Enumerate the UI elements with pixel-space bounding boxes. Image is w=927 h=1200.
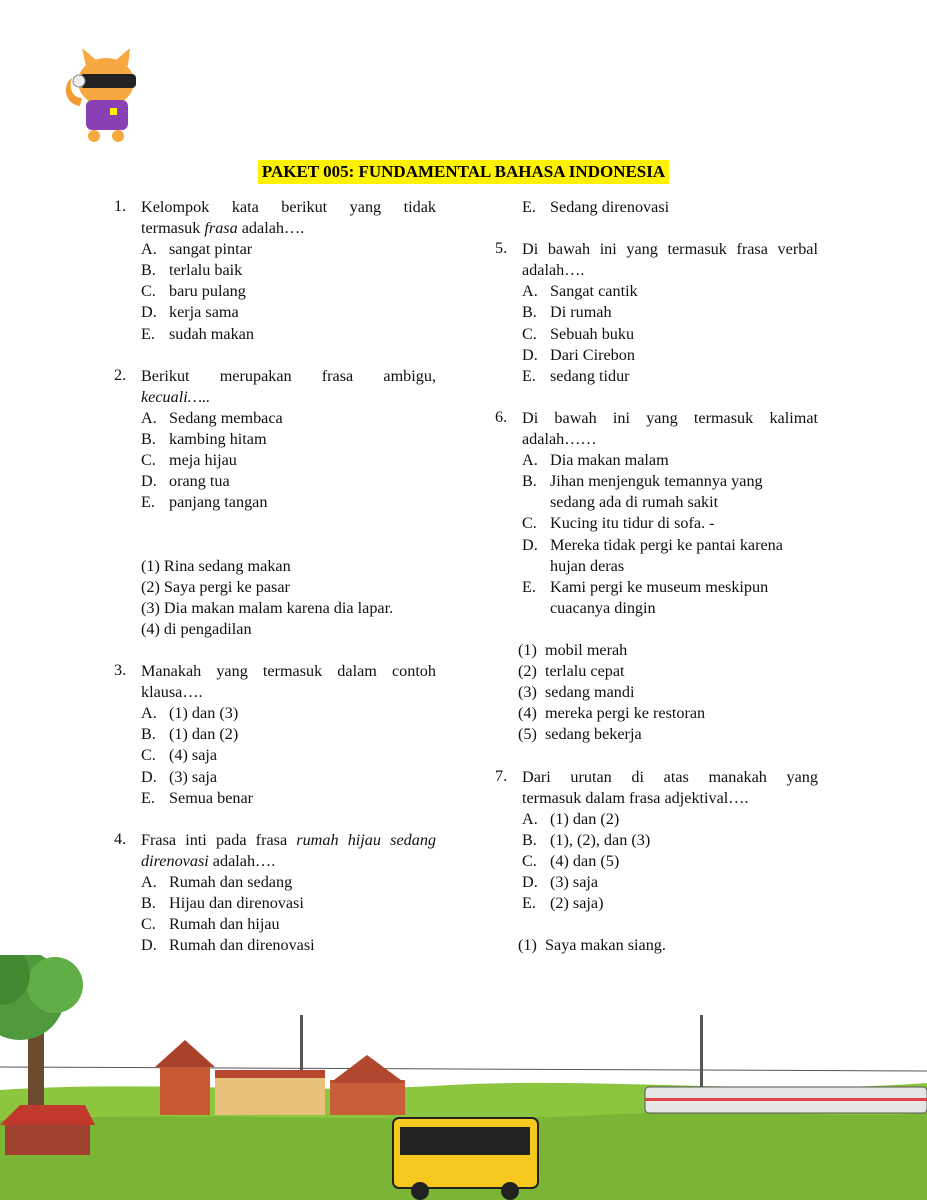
question-text-line: termasuk dalam frasa adjektival…. [522,788,749,807]
list-item: (4) di pengadilan [141,619,252,638]
option-c: C. Kucing itu tidur di sofa. - [522,514,715,533]
list-item: (1) Rina sedang makan [141,556,291,575]
question-number: 7. [495,766,508,785]
option-a: A. sangat pintar [141,240,253,259]
option-e: E. sedang tidur [522,366,630,385]
question-text-line: Manakah yang termasuk dalam contoh [141,662,436,681]
option-a: A. Sangat cantik [522,282,638,301]
question-2 [114,366,436,408]
option-e-continued: cuacanya dingin [550,598,656,617]
question-text-line: Kelompok kata berikut yang tidak [141,198,436,216]
question-4 [114,830,436,872]
question-7 [495,767,818,809]
option-a: A. (1) dan (3) [141,704,239,723]
option-d: D. orang tua [141,472,230,491]
list-item: (4) mereka pergi ke restoran [518,704,706,723]
list-item: (5) sedang bekerja [518,725,642,744]
list-item: (3) sedang mandi [518,683,635,702]
page-title: PAKET 005: FUNDAMENTAL BAHASA INDONESIA [258,160,669,184]
question-text-line: klausa…. [141,683,203,702]
option-b-continued: sedang ada di rumah sakit [550,493,719,512]
question-5 [495,239,818,281]
option-b: B. Hijau dan direnovasi [141,894,304,913]
option-c: C. (4) dan (5) [522,851,620,870]
option-b: B. kambing hitam [141,430,267,449]
option-c: C. (4) saja [141,746,218,765]
option-a: A. Rumah dan sedang [141,873,293,891]
option-e: E. sudah makan [141,324,254,343]
option-b: B. terlalu baik [141,261,243,280]
option-c: C. baru pulang [141,282,246,301]
question-number: 1. [114,197,127,215]
option-e: E. Sedang direnovasi [522,198,670,216]
left-column [114,197,436,956]
question-number: 3. [114,661,127,680]
option-c: C. Sebuah buku [522,324,635,343]
question-text-line: Di bawah ini yang termasuk frasa verbal [522,240,818,259]
question-text-line: Berikut merupakan frasa ambigu, [141,366,436,385]
option-a: A. Dia makan malam [522,451,669,470]
option-d: D. Mereka tidak pergi ke pantai karena [522,535,783,554]
question-number: 6. [495,407,508,426]
question-number: 2. [114,365,127,384]
option-d: D. (3) saja [522,873,599,891]
question-number: 5. [495,239,508,258]
option-d: D. (3) saja [141,767,218,786]
option-d: D. kerja sama [141,303,239,322]
question-3 [114,661,436,703]
question-text-line: adalah…… [522,430,597,449]
question-text-line: Di bawah ini yang termasuk kalimat [522,408,818,427]
question-text-line: kecuali….. [141,387,211,406]
question-text-line: Dari urutan di atas manakah yang [522,767,818,786]
option-c: C. meja hijau [141,451,237,470]
option-b: B. (1), (2), dan (3) [522,830,651,849]
right-column [495,197,818,956]
option-a: A. (1) dan (2) [522,809,620,828]
option-b: B. (1) dan (2) [141,725,239,744]
cat-mascot-logo [58,44,148,144]
option-d-continued: hujan deras [550,556,625,575]
option-e: E. (2) saja) [522,894,604,913]
list-item: (1) mobil merah [518,640,628,659]
option-d: D. Dari Cirebon [522,345,635,364]
option-e: E. Kami pergi ke museum meskipun [522,577,769,596]
option-b: B. Di rumah [522,303,612,322]
option-b: B. Jihan menjenguk temannya yang [522,472,763,491]
list-item: (1) Saya makan siang. [518,936,666,955]
city-illustration [0,955,927,1200]
question-text-line: direnovasi adalah…. [141,851,276,870]
list-item: (2) terlalu cepat [518,662,625,681]
option-a: A. Sedang membaca [141,408,283,427]
question-text-line: Frasa inti pada frasa rumah hijau sedang [141,830,436,849]
option-e: E. panjang tangan [141,493,268,512]
list-item: (2) Saya pergi ke pasar [141,577,290,596]
option-e: E. Semua benar [141,788,254,807]
list-item: (3) Dia makan malam karena dia lapar. [141,598,394,617]
option-d: D. Rumah dan direnovasi [141,936,315,955]
question-6 [495,408,818,450]
question-1 [114,197,436,239]
option-c: C. Rumah dan hijau [141,915,280,934]
question-text-line: adalah…. [522,261,585,280]
question-text-line: termasuk frasa adalah…. [141,219,305,238]
question-number: 4. [114,829,127,848]
